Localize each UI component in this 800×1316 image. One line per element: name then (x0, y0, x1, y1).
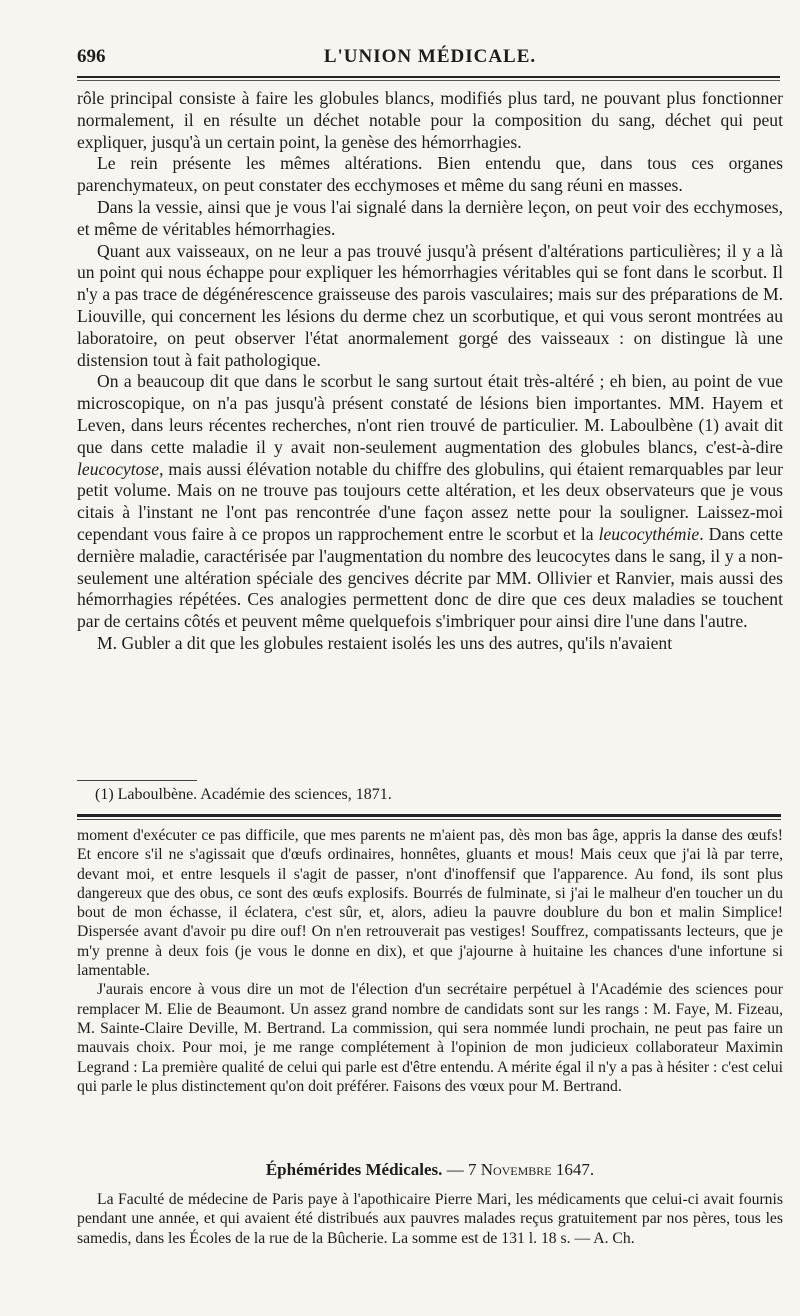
header-rule (77, 76, 780, 78)
date-day: 7 (467, 1160, 477, 1179)
feuilleton-section (77, 826, 783, 1096)
article-body (77, 88, 783, 655)
ephemerides-heading (77, 1160, 783, 1180)
header-rule-thin (77, 80, 780, 81)
paragraph: Dans la vessie, ainsi que je vous l'ai signalé dans la dernière leçon, on peut voir des ecchymoses, et même de véritables hémorrhagies. (77, 196, 783, 239)
ephemerides-paragraph: La Faculté de médecine de Paris paye à l'apothicaire Pierre Mari, les médicaments que celui-ci avait fournis pendant une année, et qui avaient été distribués aux pauvres malades reçus gratuitement par nos pères, tous les samedis, dans les Écoles de la rue de la Bûcherie. La somme est de 131 l. 18 s. — A. Ch. (77, 1191, 783, 1247)
feuilleton-rule-thin (77, 819, 781, 820)
footnote: (1) Laboulbène. Académie des sciences, 1871. (95, 786, 392, 803)
text-run: . Dans cette dernière maladie, caractérisée par l'augmentation du nombre des leucocytes dans le sang, il y a non-seulement une altération spéciale des gencives décrite par MM. Ollivier et Ranvier, mais aussi des hémorrhagies répétées. Ces analogies permettent donc de dire que ces deux maladies se touchent par de certains côtés et peuvent même quelquefois s'imbriquer pour ainsi dire l'une dans l'autre. (77, 523, 783, 632)
running-title: L'UNION MÉDICALE. (323, 46, 537, 67)
feuilleton-paragraph: moment d'exécuter ce pas difficile, que mes parents ne m'aient pas, dès mon bas âge, appris la danse des œufs! Et encore s'il ne s'agissait que d'œufs ordinaires, honnêtes, gluants et mous! Mais ceux que j'ai là par terre, devant moi, et entre lesquels il s'agit de passer, n'ont d'inoffensif que l'apparence. Au fond, ils sont plus dangereux que des obus, ce sont des œufs explosifs. Bourrés de fulminate, si j'ai le malheur d'en toucher un du bout de mon échasse, il éclatera, c'est sûr, et, alors, adieu la pauvre doublure du bon et malin Simplice! Dispersée avant d'avoir pu dire ouf! On n'en retrouverait pas vestiges! Souffrez, compatissants lecteurs, que je m'y prenne à deux fois (je vous le donne en dix), et que j'ajourne à huitaine les chances d'une infortune si lamentable. (77, 827, 783, 980)
ephemerides-title: Éphémérides Médicales. (265, 1160, 443, 1179)
paragraph: Quant aux vaisseaux, on ne leur a pas trouvé jusqu'à présent d'altérations particulières; il y a là un point qui nous échappe pour expliquer les hémorrhagies véritables qui se font dans le scorbut. Il n'y a pas trace de dégénérescence graisseuse des parois vasculaires; mais sur des préparations de M. Liouville, qui concernent les lésions du derme chez un scorbutique, et qui vous seront montrées au laboratoire, on peut observer l'état anormalement gorgé des vaisseaux : on distingue là une distension tout à fait pathologique. (77, 240, 783, 370)
paragraph: Le rein présente les mêmes altérations. Bien entendu que, dans tous ces organes parenchymateux, on peut constater des ecchymoses et même du sang réuni en masses. (77, 153, 783, 196)
footnote-rule (77, 780, 197, 781)
italic-term: leucocytose (77, 458, 160, 479)
title-dash: — (446, 1160, 464, 1179)
text-run: , mais aussi élévation notable du chiffre des globulins, qui étaient remarquables par leur petit volume. Mais on ne trouve pas toujours cette altération, et les deux observateurs que je vous citais à l'instant ne l'ont pas rencontrée d'une façon assez nette pour la souligner. Laissez-moi cependant vous faire à ce propos un rapprochement entre le scorbut et la (77, 458, 783, 544)
italic-term: leucocythémie (598, 523, 700, 544)
date-month: Novembre (480, 1160, 552, 1179)
ephemerides-text (77, 1190, 783, 1248)
paragraph: rôle principal consiste à faire les globules blancs, modifiés plus tard, ne pouvant plus fonctionner normalement, il en résulte un déchet notable pour la composition du sang, déchet qui peut expliquer, jusqu'à un certain point, la genèse des hémorrhagies. (77, 88, 783, 152)
page-number: 696 (77, 46, 106, 67)
paragraph-last-line: M. Gubler a dit que les globules restaient isolés les uns des autres, qu'ils n'avaient (97, 632, 673, 653)
text-run: On a beaucoup dit que dans le scorbut le sang surtout était très-altéré ; eh bien, au point de vue microscopique, on n'a pas jusqu'à présent constaté de lésions bien importantes. MM. Hayem et Leven, dans leurs récentes recherches, n'ont rien trouvé de particulier. M. Laboulbène (1) avait dit que dans cette maladie il y avait non-seulement augmentation des globules blancs, c'est-à-dire (77, 371, 783, 457)
feuilleton-rule (77, 814, 781, 817)
feuilleton-paragraph: J'aurais encore à vous dire un mot de l'élection d'un secrétaire perpétuel à l'Académie des sciences pour remplacer M. Elie de Beaumont. Un assez grand nombre de candidats sont sur les rangs : M. Faye, M. Fizeau, M. Sainte-Claire Deville, M. Bertrand. La commission, qui sera nommée lundi prochain, ne peut pas faire un mauvais choix. Pour moi, je me range complétement à l'opinion de mon judicieux collaborateur Maximin Legrand : La première qualité de celui qui parle est d'être entendu. A mérite égal il n'y a pas à hésiter : c'est celui qui parle le plus distinctement qu'on doit préférer. Faisons des vœux pour M. Bertrand. (77, 981, 783, 1095)
page-header (77, 40, 783, 74)
date-year: 1647. (555, 1160, 595, 1179)
paragraph-leucocytose (77, 371, 783, 633)
